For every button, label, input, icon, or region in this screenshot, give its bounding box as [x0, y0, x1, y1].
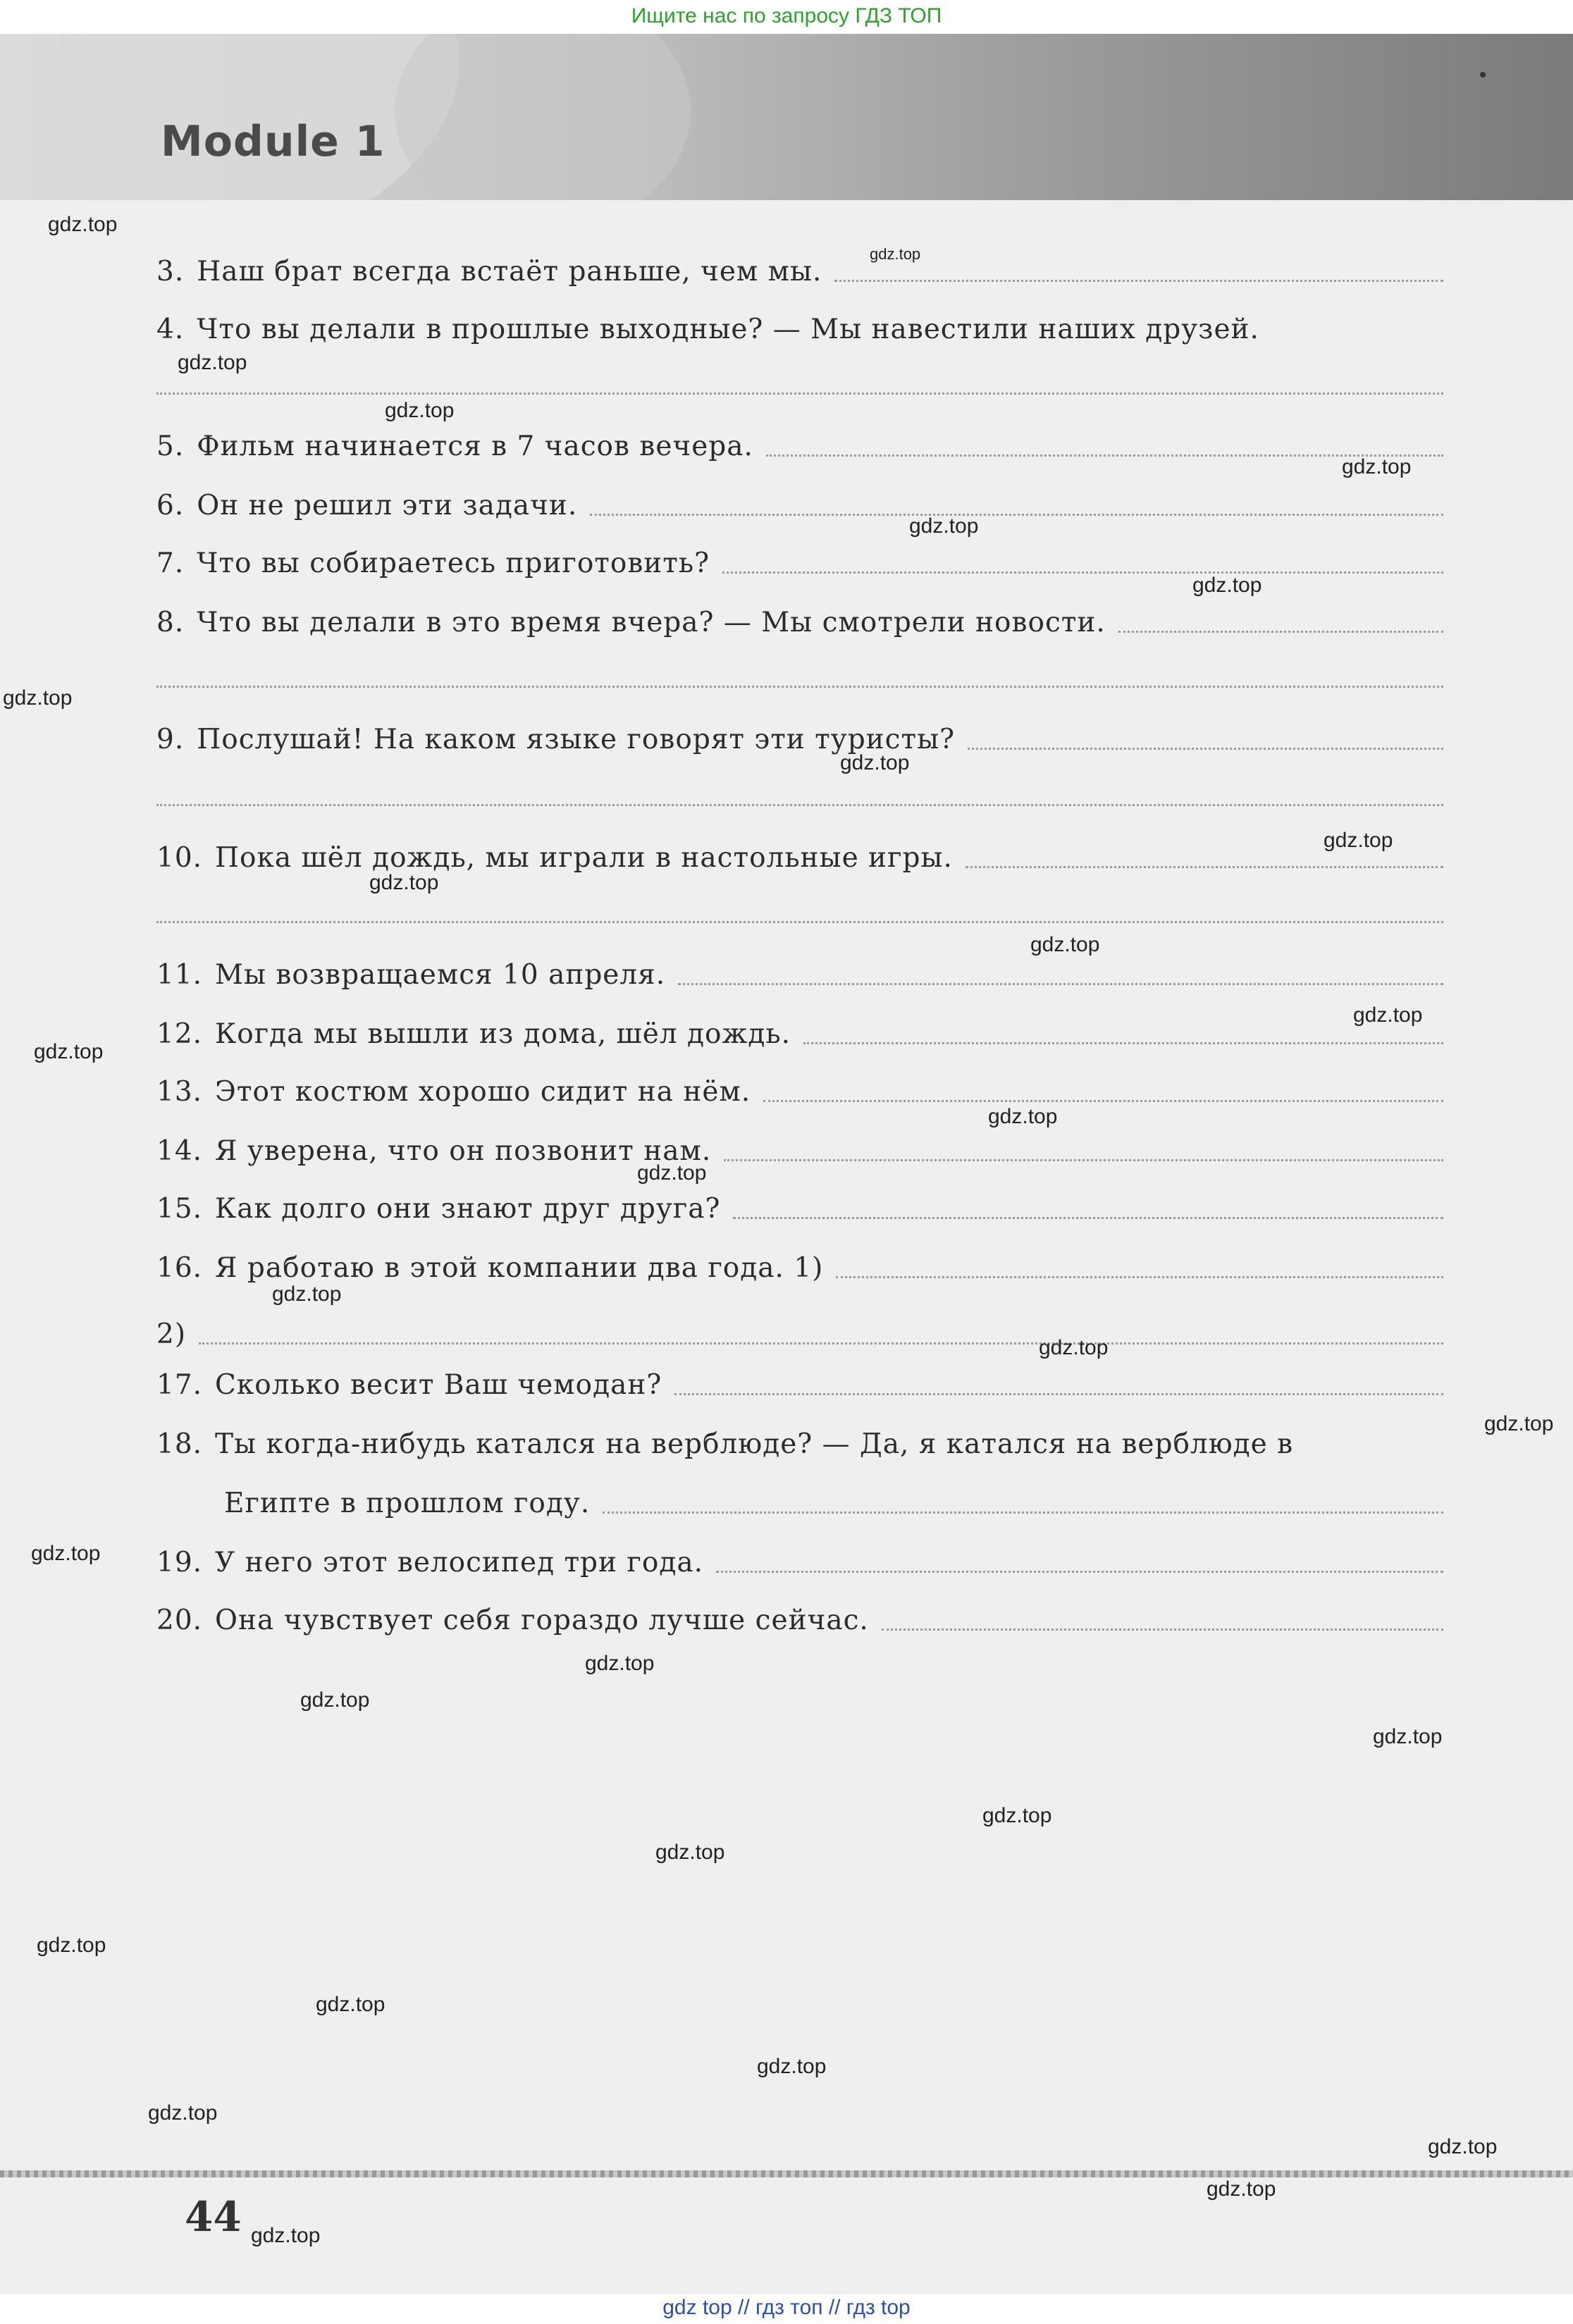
watermark: gdz.top	[840, 751, 910, 774]
watermark: gdz.top	[1207, 2177, 1276, 2201]
answer-line[interactable]	[722, 571, 1443, 574]
answer-line[interactable]	[836, 1275, 1443, 1278]
watermark: gdz.top	[585, 1652, 655, 1675]
module-header	[0, 34, 1573, 200]
answer-line[interactable]	[763, 1099, 1443, 1102]
answer-line[interactable]	[882, 1628, 1443, 1631]
answer-line[interactable]	[156, 392, 1443, 395]
answer-line[interactable]	[1118, 630, 1443, 633]
exercise-item-11: 11. Мы возвращаемся 10 апреля.	[156, 941, 1443, 991]
answer-line[interactable]	[199, 1342, 1443, 1345]
watermark: gdz.top	[1353, 1003, 1423, 1027]
page-number: 44	[185, 2193, 242, 2241]
exercise-item-6: 6. Он не решил эти задачи.	[156, 472, 1443, 521]
watermark: gdz.top	[637, 1161, 707, 1185]
answer-line[interactable]	[678, 982, 1443, 985]
answer-line[interactable]	[834, 279, 1443, 282]
answer-line[interactable]	[966, 865, 1443, 868]
watermark: gdz.top	[1324, 829, 1393, 852]
exercise-item-12: 12. Когда мы вышли из дома, шёл дождь.	[156, 1001, 1443, 1050]
answer-line[interactable]	[156, 803, 1443, 806]
watermark: gdz.top	[3, 686, 73, 710]
watermark: gdz.top	[48, 213, 118, 236]
footer-links[interactable]: gdz top // гдз топ // гдз top	[662, 2296, 911, 2319]
answer-line[interactable]	[603, 1511, 1443, 1514]
watermark: gdz.top	[34, 1040, 104, 1063]
watermark: gdz.top	[1428, 2135, 1498, 2158]
answer-line[interactable]	[590, 513, 1443, 516]
exercise-item-14: 14. Я уверена, что он позвонит нам.	[156, 1118, 1443, 1167]
watermark: gdz.top	[148, 2101, 218, 2125]
watermark: gdz.top	[1484, 1412, 1554, 1435]
watermark: gdz.top	[870, 245, 921, 263]
watermark: gdz.top	[982, 1804, 1052, 1827]
watermark: gdz.top	[272, 1282, 342, 1306]
answer-line[interactable]	[156, 685, 1443, 688]
exercise-item-17: 17. Сколько весит Ваш чемодан?	[156, 1352, 1443, 1401]
answer-line[interactable]	[803, 1042, 1443, 1044]
module-title: Module 1	[161, 117, 385, 166]
watermark: gdz.top	[1030, 933, 1100, 956]
answer-line[interactable]	[733, 1216, 1443, 1219]
exercise-item-18-continued: Египте в прошлом году.	[224, 1470, 1443, 1519]
answer-line[interactable]	[156, 920, 1443, 923]
watermark: gdz.top	[385, 399, 455, 422]
watermark: gdz.top	[31, 1542, 101, 1565]
answer-line[interactable]	[716, 1570, 1443, 1573]
exercise-item-13: 13. Этот костюм хорошо сидит на нём.	[156, 1058, 1443, 1108]
watermark: gdz.top	[909, 514, 979, 538]
watermark: gdz.top	[1192, 574, 1262, 597]
exercise-item-18: 18. Ты когда-нибудь катался на верблюде? — Да, я катался на верблюде в	[156, 1428, 1294, 1460]
watermark: gdz.top	[757, 2055, 827, 2078]
top-banner[interactable]: Ищите нас по запросу ГДЗ ТОП	[631, 4, 942, 27]
exercise-item-5: 5. Фильм начинается в 7 часов вечера.	[156, 413, 1443, 462]
exercise-item-16-part-2: 2)	[156, 1301, 1443, 1350]
exercise-item-7: 7. Что вы собираетесь приготовить?	[156, 530, 1443, 579]
answer-line[interactable]	[724, 1158, 1443, 1161]
watermark: gdz.top	[300, 1688, 370, 1712]
answer-line[interactable]	[968, 747, 1443, 750]
exercise-item-15: 15. Как долго они знают друг друга?	[156, 1175, 1443, 1225]
watermark: gdz.top	[1373, 1725, 1443, 1748]
watermark: gdz.top	[655, 1841, 725, 1864]
watermark: gdz.top	[37, 1934, 106, 1957]
page-bottom-rule	[0, 2170, 1573, 2177]
watermark: gdz.top	[178, 351, 247, 374]
watermark: gdz.top	[369, 871, 439, 894]
watermark: gdz.top	[988, 1105, 1058, 1128]
watermark: gdz.top	[316, 1993, 385, 2016]
watermark: gdz.top	[1342, 455, 1412, 478]
exercise-item-16: 16. Я работаю в этой компании два года. 1)	[156, 1235, 1443, 1284]
watermark: gdz.top	[251, 2224, 321, 2247]
answer-line[interactable]	[674, 1392, 1443, 1395]
exercise-item-10: 10. Пока шёл дождь, мы играли в настольные игры.	[156, 824, 1443, 874]
exercise-item-19: 19. У него этот велосипед три года.	[156, 1529, 1443, 1578]
exercise-item-8: 8. Что вы делали в это время вчера? — Мы смотрели новости.	[156, 589, 1443, 638]
exercise-item-20: 20. Она чувствует себя гораздо лучше сейчас.	[156, 1587, 1443, 1636]
exercise-item-3: 3. Наш брат всегда встаёт раньше, чем мы.	[156, 238, 1443, 288]
exercise-item-9: 9. Послушай! На каком языке говорят эти туристы?	[156, 706, 1443, 755]
watermark: gdz.top	[1039, 1336, 1109, 1359]
exercise-item-4: 4. Что вы делали в прошлые выходные? — Мы навестили наших друзей.	[156, 314, 1259, 345]
